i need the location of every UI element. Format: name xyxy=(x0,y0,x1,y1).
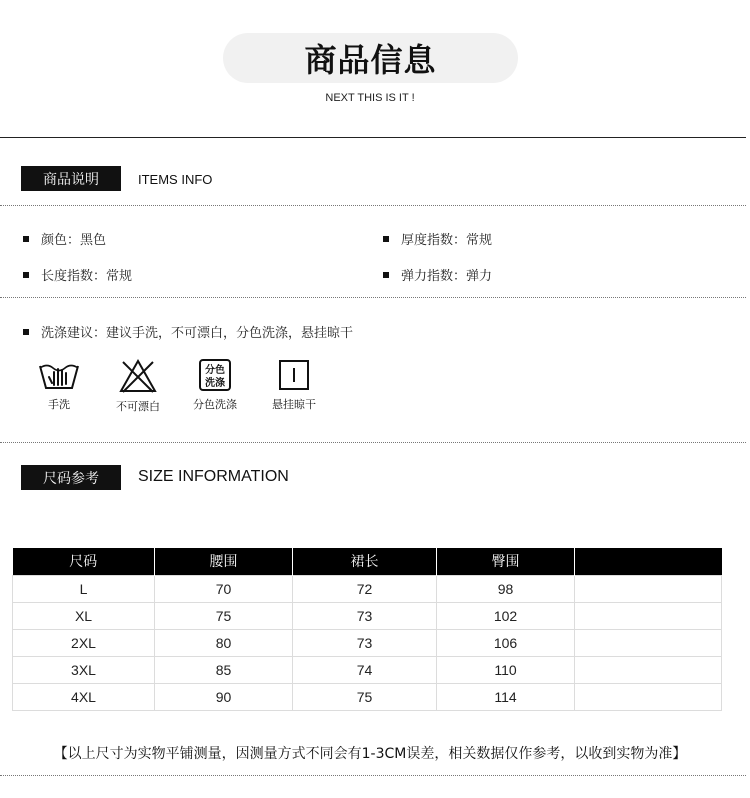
bullet-square xyxy=(23,272,29,278)
header-divider xyxy=(0,137,746,138)
hand-wash-icon xyxy=(37,358,81,392)
table-row xyxy=(13,602,722,629)
section-divider xyxy=(0,442,746,443)
attribute-item xyxy=(383,229,492,248)
header-waist: 腰围 xyxy=(155,548,293,575)
cell-empty xyxy=(575,575,722,602)
attribute-thickness: 厚度指数：常规 xyxy=(401,233,493,248)
cell-size: L xyxy=(13,575,155,602)
title-pill xyxy=(223,33,518,83)
cell-waist: 75 xyxy=(155,602,293,629)
no-bleach-icon xyxy=(118,358,158,394)
bullet-square xyxy=(383,272,389,278)
washing-advice-text: 洗涤建议：建议手洗，不可漂白，分色洗涤，悬挂晾干 xyxy=(41,326,354,341)
table-row xyxy=(13,575,722,602)
cell-skirt-length: 73 xyxy=(293,629,437,656)
table-row xyxy=(13,683,722,710)
cell-waist: 70 xyxy=(155,575,293,602)
attribute-item xyxy=(23,229,106,248)
size-section-tag: 尺码参考 xyxy=(21,465,121,490)
care-item-hand-wash xyxy=(24,358,94,412)
page-title: 商品信息 xyxy=(304,41,437,79)
cell-waist: 90 xyxy=(155,683,293,710)
bullet-square xyxy=(23,236,29,242)
cell-skirt-length: 74 xyxy=(293,656,437,683)
section-divider xyxy=(0,775,746,776)
size-table-header-row xyxy=(13,548,722,575)
washing-advice xyxy=(23,322,353,341)
header-empty xyxy=(575,548,722,575)
attribute-elasticity: 弹力指数：弹力 xyxy=(401,269,493,284)
cell-size: 2XL xyxy=(13,629,155,656)
bullet-square xyxy=(383,236,389,242)
cell-waist: 80 xyxy=(155,629,293,656)
care-label: 悬挂晾干 xyxy=(272,398,316,411)
attribute-item xyxy=(23,265,132,284)
cell-hip: 102 xyxy=(437,602,575,629)
cell-empty xyxy=(575,629,722,656)
measurement-note: 【以上尺寸为实物平铺测量，因测量方式不同会有1-3CM误差，相关数据仅作参考，以收到实物为准】 xyxy=(53,746,687,762)
items-section-tag: 商品说明 xyxy=(21,166,121,191)
separate-wash-icon xyxy=(198,358,232,392)
cell-hip: 110 xyxy=(437,656,575,683)
separate-wash-glyph-bottom: 洗涤 xyxy=(205,378,225,389)
header-skirt-length: 裙长 xyxy=(293,548,437,575)
care-item-separate-wash xyxy=(180,358,250,412)
care-item-no-bleach xyxy=(103,358,173,414)
cell-waist: 85 xyxy=(155,656,293,683)
cell-size: 3XL xyxy=(13,656,155,683)
cell-skirt-length: 72 xyxy=(293,575,437,602)
cell-skirt-length: 73 xyxy=(293,602,437,629)
table-row xyxy=(13,629,722,656)
care-label: 分色洗涤 xyxy=(193,398,237,411)
bullet-square xyxy=(23,329,29,335)
header-hip: 臀围 xyxy=(437,548,575,575)
section-divider xyxy=(0,297,746,298)
cell-hip: 98 xyxy=(437,575,575,602)
care-label: 不可漂白 xyxy=(116,400,160,413)
cell-size: XL xyxy=(13,602,155,629)
attribute-color: 颜色：黑色 xyxy=(41,233,107,248)
cell-empty xyxy=(575,683,722,710)
page-subtitle: NEXT THIS IS IT ! xyxy=(325,92,415,104)
cell-size: 4XL xyxy=(13,683,155,710)
hang-dry-icon xyxy=(277,358,311,392)
care-item-hang-dry xyxy=(259,358,329,412)
table-row xyxy=(13,656,722,683)
attribute-item xyxy=(383,265,492,284)
attribute-length: 长度指数：常规 xyxy=(41,269,133,284)
care-label: 手洗 xyxy=(48,398,70,411)
cell-empty xyxy=(575,602,722,629)
cell-hip: 114 xyxy=(437,683,575,710)
header-size: 尺码 xyxy=(13,548,155,575)
cell-hip: 106 xyxy=(437,629,575,656)
size-table xyxy=(12,548,722,711)
size-section-en: SIZE INFORMATION xyxy=(138,468,289,485)
items-section-en: ITEMS INFO xyxy=(138,172,213,187)
separate-wash-glyph-top: 分色 xyxy=(205,365,225,376)
cell-empty xyxy=(575,656,722,683)
cell-skirt-length: 75 xyxy=(293,683,437,710)
section-divider xyxy=(0,205,746,206)
